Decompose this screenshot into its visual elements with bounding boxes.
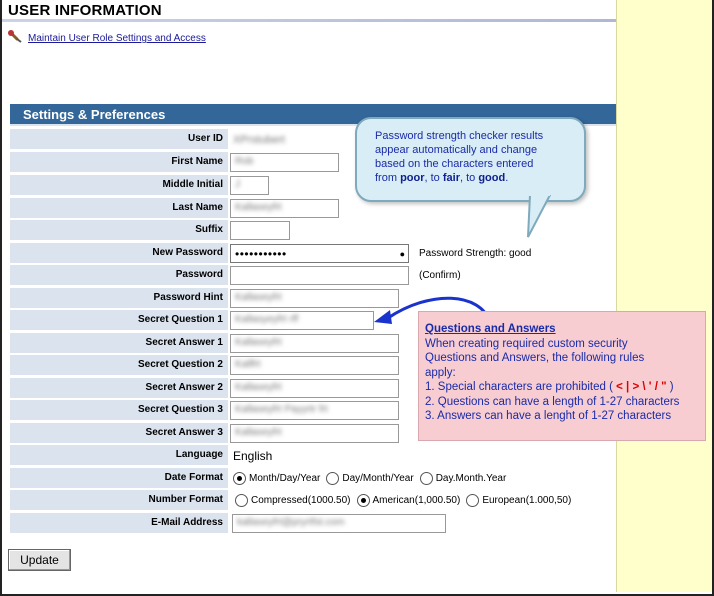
title-bar	[2, 0, 616, 22]
eye-icon[interactable]: ●​	[399, 249, 405, 259]
row-password-hint	[10, 288, 616, 309]
secret-question-2-field[interactable]: Kallfrt	[230, 356, 399, 375]
password-hint-field[interactable]: Kallaseyfrt	[230, 289, 399, 308]
secret-answer-1-label: Secret Answer 1	[10, 333, 228, 353]
language-label: Language	[10, 445, 228, 465]
email-field[interactable]: kallaseyfrt@pryrtfst.com	[232, 514, 446, 533]
radio-day-month-year-dot[interactable]: Day.Month.Year	[420, 472, 507, 485]
suffix-field[interactable]	[230, 221, 290, 240]
confirm-password-field[interactable]	[230, 266, 409, 285]
update-button[interactable]: Update	[8, 549, 71, 571]
confirm-note: (Confirm)	[419, 270, 461, 281]
settings-panel-header: Settings & Preferences	[10, 104, 616, 126]
number-format-label: Number Format	[10, 490, 228, 510]
first-name-field[interactable]: Rob	[230, 153, 339, 172]
new-password-label: New Password	[10, 243, 228, 263]
password-strength-text: Password Strength: good	[419, 248, 532, 259]
secret-answer-3-field[interactable]: Kallaseyfrt	[230, 424, 399, 443]
secret-answer-2-label: Secret Answer 2	[10, 378, 228, 398]
row-number-format	[10, 490, 616, 511]
radio-compressed[interactable]: Compressed(1000.50)	[235, 494, 351, 507]
middle-initial-field[interactable]: J	[230, 176, 269, 195]
secret-question-1-label: Secret Question 1	[10, 310, 228, 330]
email-label: E-Mail Address	[10, 513, 228, 533]
user-id-value: XPrstubert	[233, 133, 285, 146]
last-name-label: Last Name	[10, 198, 228, 218]
row-email	[10, 513, 616, 534]
date-format-label: Date Format	[10, 468, 228, 488]
confirm-password-label: Password	[10, 265, 228, 285]
secret-answer-1-field[interactable]: Kallaseyfrt	[230, 334, 399, 353]
row-confirm-password	[10, 265, 616, 286]
secret-answer-2-field[interactable]: Kallaseyfrt	[230, 379, 399, 398]
password-hint-label: Password Hint	[10, 288, 228, 308]
radio-american[interactable]: American(1,000.50)	[357, 494, 461, 507]
page-title: USER INFORMATION	[8, 2, 162, 19]
password-strength-callout: Password strength checker results appear automatically and change based on the characters entered from poor, to fair, to good.	[355, 117, 586, 202]
questions-answers-note: Questions and Answers When creating required custom security Questions and Answers, the following rules apply: 1. Special characters are prohibited ( < | > \ ' / " ) 2. Questions can have a length of 1-27 characters 3. Answers can have a lenght of 1-27 characters	[418, 311, 706, 441]
user-id-label: User ID	[10, 129, 228, 149]
last-name-field[interactable]: Kallaseyfrt	[230, 199, 339, 218]
secret-question-3-field[interactable]: Kallaseyfrt Payyrtr frt	[230, 401, 399, 420]
secret-question-1-field[interactable]: Kallasyeyfrt rff	[230, 311, 374, 330]
new-password-field[interactable]: ••••••••••• ●​	[230, 244, 409, 263]
language-value: English	[233, 448, 273, 463]
row-new-password	[10, 243, 616, 264]
secret-answer-3-label: Secret Answer 3	[10, 423, 228, 443]
right-sidebar	[616, 0, 712, 592]
row-language	[10, 445, 616, 466]
radio-month-day-year[interactable]: Month/Day/Year	[233, 472, 320, 485]
role-settings-link-row[interactable]	[8, 30, 206, 47]
row-date-format	[10, 468, 616, 489]
radio-european[interactable]: European(1.000,50)	[466, 494, 571, 507]
secret-question-3-label: Secret Question 3	[10, 400, 228, 420]
radio-day-month-year[interactable]: Day/Month/Year	[326, 472, 413, 485]
wrench-icon	[8, 30, 24, 47]
maintain-role-settings-link[interactable]: Maintain User Role Settings and Access	[28, 33, 206, 44]
first-name-label: First Name	[10, 152, 228, 172]
suffix-label: Suffix	[10, 220, 228, 240]
middle-initial-label: Middle Initial	[10, 175, 228, 195]
secret-question-2-label: Secret Question 2	[10, 355, 228, 375]
callout-tail	[520, 195, 560, 245]
